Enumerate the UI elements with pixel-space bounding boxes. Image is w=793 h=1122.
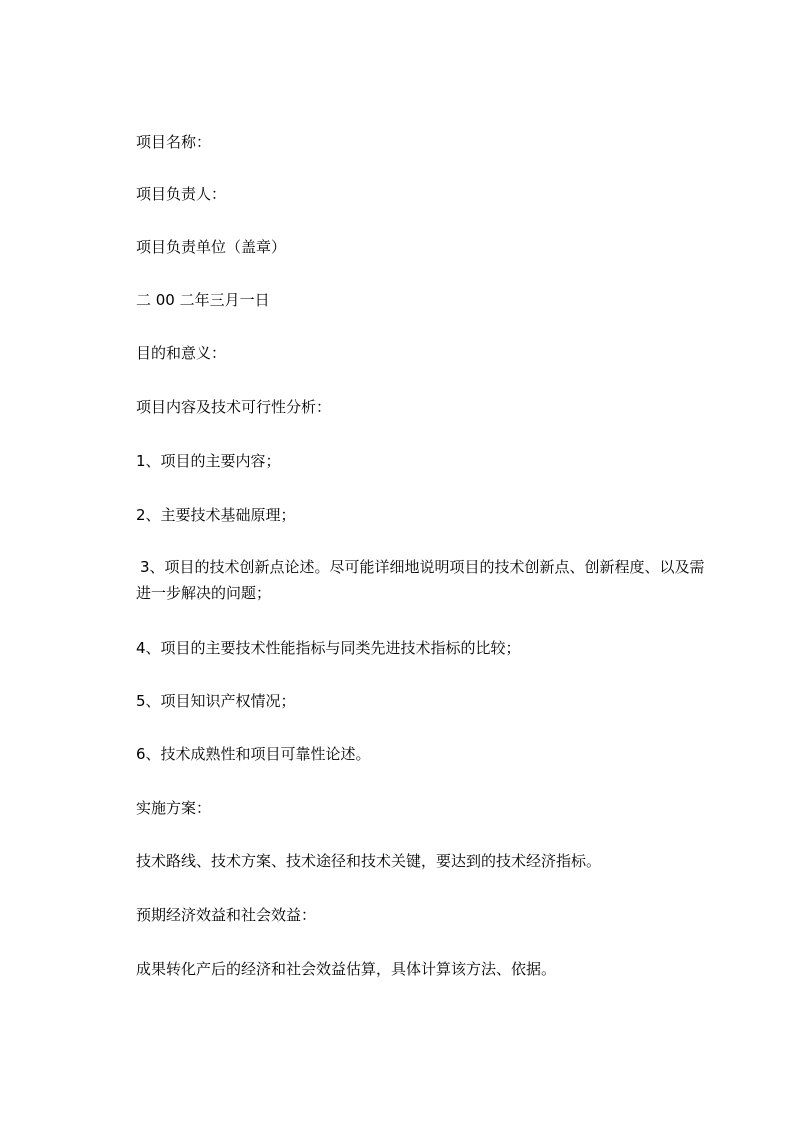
list-item: 2、主要技术基础原理； [136,506,296,524]
benefit-heading: 预期经济效益和社会效益： [136,906,317,924]
benefit-text: 成果转化产后的经济和社会效益估算，具体计算该方法、依据。 [136,960,557,978]
document-date: 二 00 二年三月一日 [136,291,270,309]
list-item: 6、技术成熟性和项目可靠性论述。 [136,745,371,763]
content-heading: 项目内容及技术可行性分析： [136,398,332,416]
list-item: 5、项目知识产权情况； [136,692,296,710]
purpose-heading: 目的和意义： [136,344,227,362]
list-item: 1、项目的主要内容； [136,452,281,470]
list-item: 4、项目的主要技术性能指标与同类先进技术指标的比较； [136,639,521,657]
list-item: 3、项目的技术创新点论述。尽可能详细地说明项目的技术创新点、创新程度、以及需进一步解决的问题； [136,558,705,602]
project-leader-label: 项目负责人： [136,185,227,203]
project-unit-label: 项目负责单位（盖章） [136,238,287,256]
implementation-text: 技术路线、技术方案、技术途径和技术关键，要达到的技术经济指标。 [136,852,602,870]
project-name-label: 项目名称： [136,133,212,151]
implementation-heading: 实施方案： [136,799,212,817]
